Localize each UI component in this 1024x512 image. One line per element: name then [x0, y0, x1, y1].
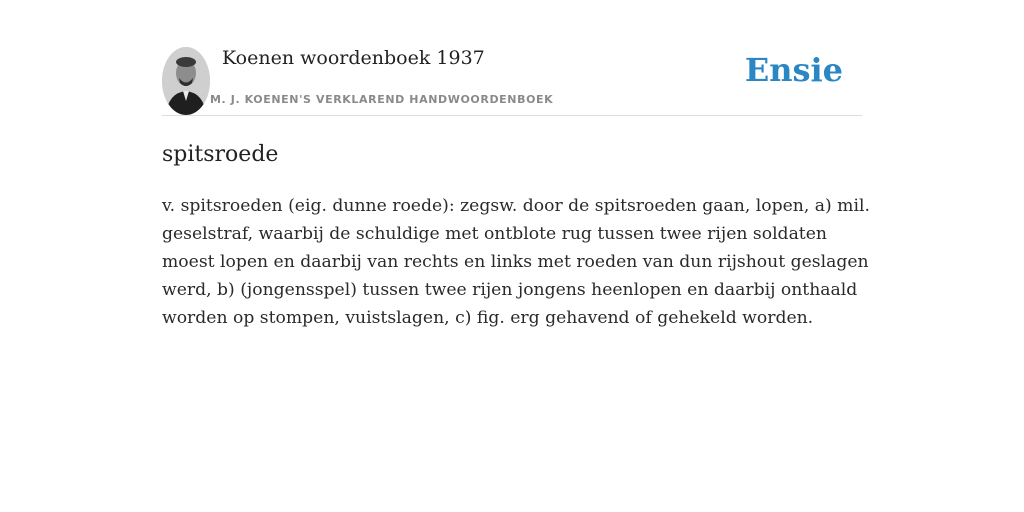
author-portrait[interactable] — [162, 47, 210, 115]
dictionary-header — [162, 46, 862, 116]
entry-headword: spitsroede — [162, 142, 279, 167]
dictionary-title[interactable]: Koenen woordenboek 1937 — [222, 47, 485, 69]
portrait-icon — [162, 47, 210, 115]
entry-definition: v. spitsroeden (eig. dunne roede): zegsw. door de spitsroeden gaan, lopen, a) mil. geselstraf, waarbij de schuldige met ontblote rug tussen twee rijen soldaten moest lopen en daarbij van rechts en links met roeden van dun rijshout geslagen werd, b) (jongensspel) tussen twee rijen jongens heenlopen en daarbij onthaald worden op stompen, vuistslagen, c) fig. erg gehavend of gehekeld worden. — [162, 196, 870, 328]
ensie-logo-link[interactable]: Ensie — [744, 51, 843, 89]
dictionary-subtitle: M. J. KOENEN'S VERKLAREND HANDWOORDENBOEK — [210, 93, 554, 106]
